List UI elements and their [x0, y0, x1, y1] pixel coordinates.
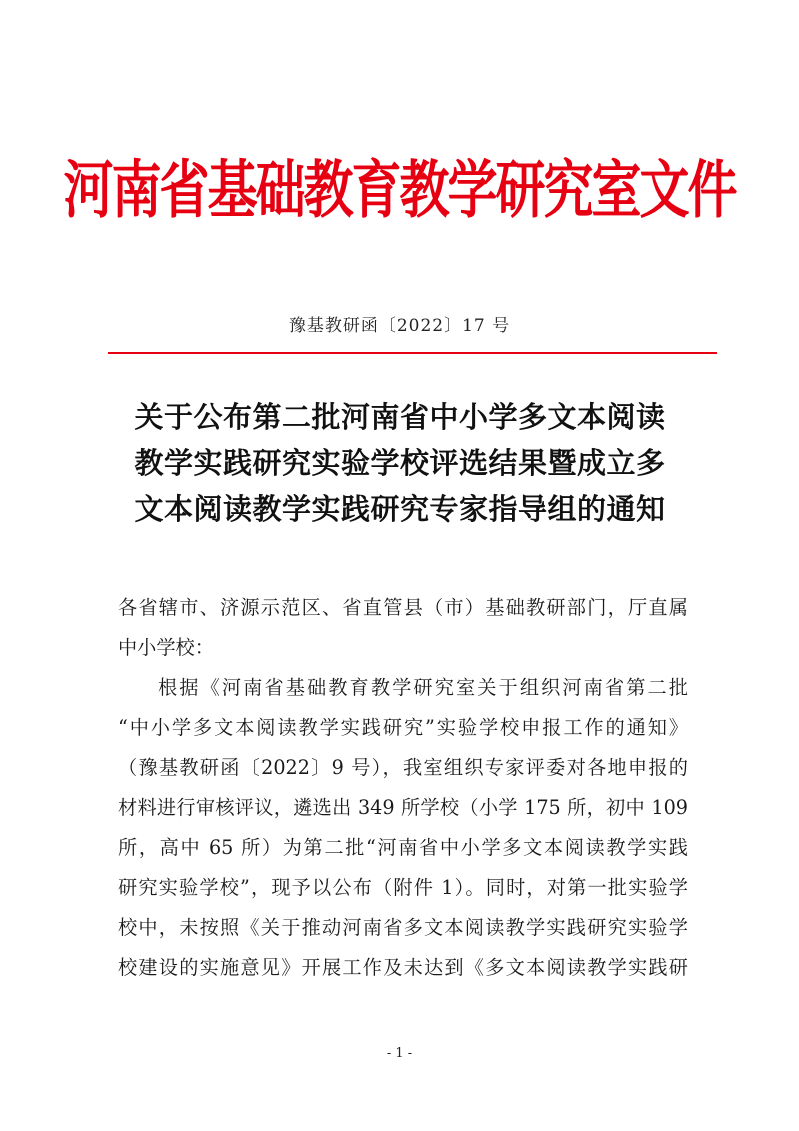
notice-title — [100, 394, 700, 532]
masthead-title: 河南省基础教育教学研究室文件 — [63, 152, 736, 227]
red-divider-line — [108, 352, 717, 354]
body-line: （豫基教研函〔2022〕9 号），我室组织专家评委对各地申报的 — [118, 756, 688, 779]
notice-body — [118, 588, 688, 988]
body-line: “中小学多文本阅读教学实践研究”实验学校申报工作的通知》 — [118, 716, 688, 739]
body-line: 校建设的实施意见》开展工作及未达到《多文本阅读教学实践研 — [118, 956, 688, 979]
page-number: - 1 - — [386, 1046, 413, 1061]
document-number: 豫基教研函〔2022〕17 号 — [288, 316, 511, 336]
title-line: 文本阅读教学实践研究专家指导组的通知 — [134, 492, 666, 526]
body-line: 各省辖市、济源示范区、省直管县（市）基础教研部门，厅直属 — [118, 596, 688, 619]
body-line: 材料进行审核评议，遴选出 349 所学校（小学 175 所，初中 109 — [118, 796, 688, 819]
body-line: 校中，未按照《关于推动河南省多文本阅读教学实践研究实验学 — [118, 916, 688, 939]
title-line: 关于公布第二批河南省中小学多文本阅读 — [134, 400, 666, 434]
body-line: 所，高中 65 所）为第二批“河南省中小学多文本阅读教学实践 — [118, 836, 688, 859]
body-line: 根据《河南省基础教育教学研究室关于组织河南省第二批 — [158, 676, 688, 699]
title-line: 教学实践研究实验学校评选结果暨成立多 — [134, 446, 666, 480]
body-line: 研究实验学校”，现予以公布（附件 1）。同时，对第一批实验学 — [118, 876, 688, 899]
body-line: 中小学校： — [118, 636, 214, 659]
